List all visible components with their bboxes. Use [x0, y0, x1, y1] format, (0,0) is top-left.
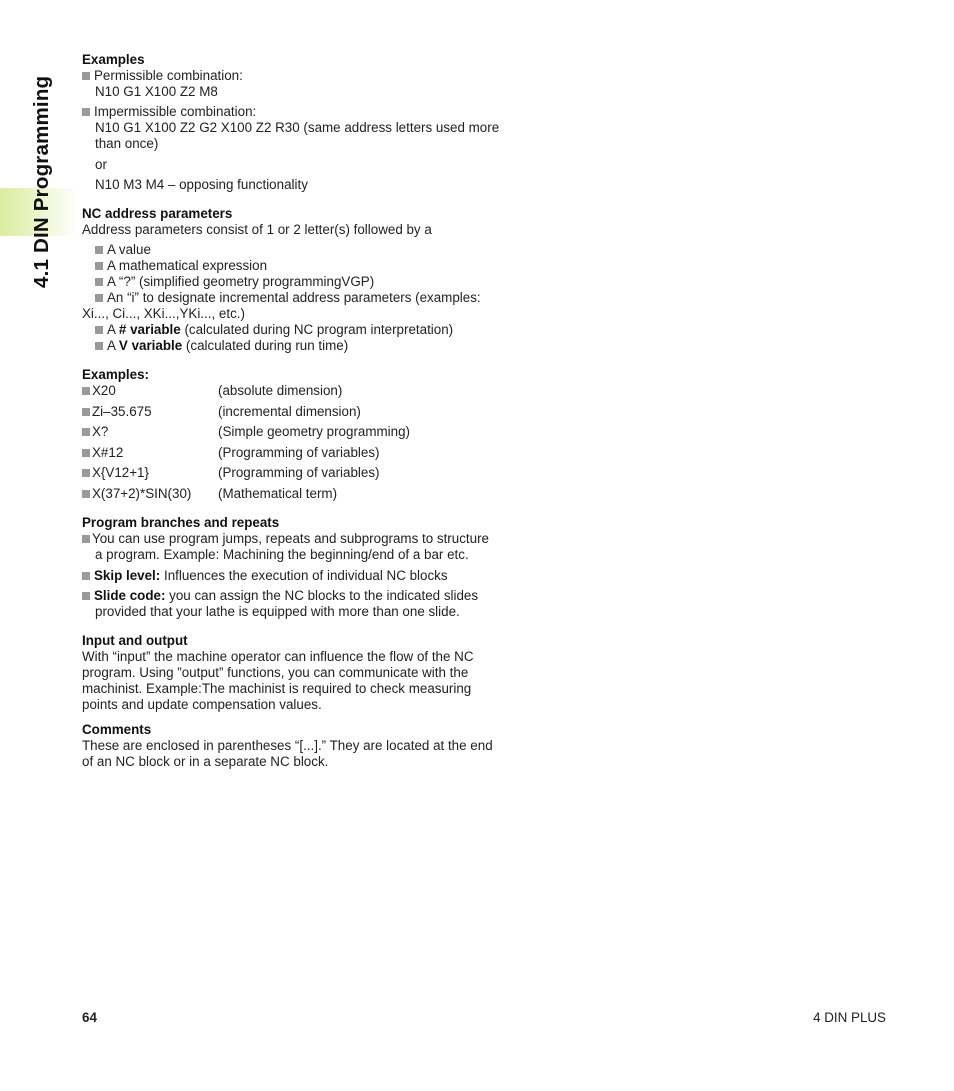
example-code-cell [82, 383, 218, 404]
bullet-square-icon [82, 408, 90, 416]
example-code: X{V12+1} [92, 465, 149, 481]
section-impermissible [82, 104, 499, 193]
item-text: (calculated during NC program interpretation) [180, 322, 454, 337]
section-heading: Examples [82, 52, 145, 67]
list-item [82, 242, 481, 258]
paragraph: Address parameters consist of 1 or 2 letter(s) followed by a [82, 222, 432, 237]
paragraph-line: With “input” the machine operator can influence the flow of the NC [82, 649, 474, 664]
item-text: A [107, 322, 119, 337]
example-code: X#12 [92, 444, 124, 460]
paragraph-line: These are enclosed in parentheses “[...].” They are located at the end [82, 738, 493, 753]
item-text: An “i” to designate incremental address parameters (examples: [107, 290, 481, 305]
example-code-cell [82, 465, 218, 486]
list-item [82, 258, 481, 274]
paragraph-line: points and update compensation values. [82, 697, 322, 712]
item-text: Permissible combination: [94, 68, 243, 83]
table-row [82, 445, 410, 466]
item-text: A [107, 338, 119, 353]
example-code-cell [82, 424, 218, 445]
code-line: N10 G1 X100 Z2 G2 X100 Z2 R30 (same address letters used more [95, 120, 500, 135]
example-code: Zi–35.675 [92, 403, 152, 419]
table-row [82, 486, 410, 507]
list-item [82, 588, 489, 604]
section-nc-address [82, 206, 481, 354]
section-heading: Input and output [82, 633, 188, 648]
section-heading: Examples: [82, 367, 149, 382]
item-text: Impermissible combination: [94, 104, 257, 119]
table-row [82, 424, 410, 445]
page-number: 64 [82, 1010, 97, 1025]
bullet-square-icon [82, 592, 90, 600]
paragraph-line: program. Using ”output” functions, you can communicate with the [82, 665, 469, 680]
item-bold-term: V variable [118, 338, 183, 353]
example-code-cell [82, 486, 218, 507]
code-line: N10 M3 M4 – opposing functionality [95, 177, 308, 192]
bullet-square-icon [95, 278, 103, 286]
example-description: (Simple geometry programming) [218, 424, 410, 440]
paragraph-line: machinist. Example:The machinist is required to check measuring [82, 681, 472, 696]
section-heading: NC address parameters [82, 206, 233, 221]
item-bold-term: Slide code: [94, 588, 166, 603]
list-item [82, 104, 499, 120]
bullet-square-icon [82, 428, 90, 436]
chapter-label: 4 DIN PLUS [813, 1010, 886, 1025]
code-line: than once) [95, 136, 159, 151]
item-text: A mathematical expression [107, 258, 268, 273]
example-code-cell [82, 404, 218, 425]
example-description: (Programming of variables) [218, 444, 380, 460]
item-text-continued: a program. Example: Machining the beginning/end of a bar etc. [95, 547, 469, 562]
table-row [82, 383, 410, 404]
section-io [82, 633, 474, 713]
item-text: you can assign the NC blocks to the indicated slides [165, 588, 479, 603]
list-item [82, 274, 481, 290]
bullet-square-icon [82, 72, 90, 80]
example-description: (incremental dimension) [218, 403, 361, 419]
section-heading: Program branches and repeats [82, 515, 280, 530]
bullet-square-icon [95, 246, 103, 254]
item-bold-term: Skip level: [94, 568, 161, 583]
item-text: Influences the execution of individual NC blocks [160, 568, 448, 583]
list-item [82, 338, 481, 354]
bullet-square-icon [82, 469, 90, 477]
item-bold-term: # variable [118, 322, 181, 337]
bullet-square-icon [95, 326, 103, 334]
section-address-examples [82, 367, 410, 507]
bullet-square-icon [82, 387, 90, 395]
example-code-cell [82, 445, 218, 466]
examples-table [82, 383, 410, 507]
list-item [82, 322, 481, 338]
example-description: (absolute dimension) [218, 383, 343, 398]
example-description: (Mathematical term) [218, 485, 338, 501]
bullet-square-icon [95, 262, 103, 270]
item-text: (calculated during run time) [182, 338, 349, 353]
section-branches [82, 515, 489, 620]
item-text: A “?” (simplified geometry programmingVGP) [107, 274, 375, 289]
list-item [82, 568, 489, 584]
item-text: You can use program jumps, repeats and subprograms to structure [92, 531, 489, 546]
list-item [82, 290, 481, 306]
item-text-continued: provided that your lathe is equipped with more than one slide. [95, 604, 460, 619]
item-text: A value [107, 242, 151, 257]
bullet-square-icon [95, 342, 103, 350]
bullet-square-icon [82, 108, 90, 116]
section-heading: Comments [82, 722, 152, 737]
bullet-square-icon [95, 294, 103, 302]
example-code: X20 [92, 383, 116, 398]
example-description: (Programming of variables) [218, 465, 380, 481]
example-code: X(37+2)*SIN(30) [92, 485, 192, 501]
bullet-square-icon [82, 535, 90, 543]
section-comments [82, 722, 493, 770]
code-line: N10 G1 X100 Z2 M8 [95, 84, 218, 99]
example-code: X? [92, 424, 109, 440]
bullet-square-icon [82, 572, 90, 580]
section-examples [82, 52, 243, 100]
list-item [82, 68, 243, 84]
bullet-square-icon [82, 490, 90, 498]
table-row [82, 404, 410, 425]
paragraph-line: of an NC block or in a separate NC block. [82, 754, 329, 769]
chapter-title: 4.1 DIN Programming [30, 75, 53, 288]
item-text-continued: Xi..., Ci..., XKi...,YKi..., etc.) [82, 306, 245, 321]
list-item [82, 531, 489, 547]
bullet-square-icon [82, 449, 90, 457]
connector-text: or [95, 157, 107, 172]
table-row [82, 465, 410, 486]
